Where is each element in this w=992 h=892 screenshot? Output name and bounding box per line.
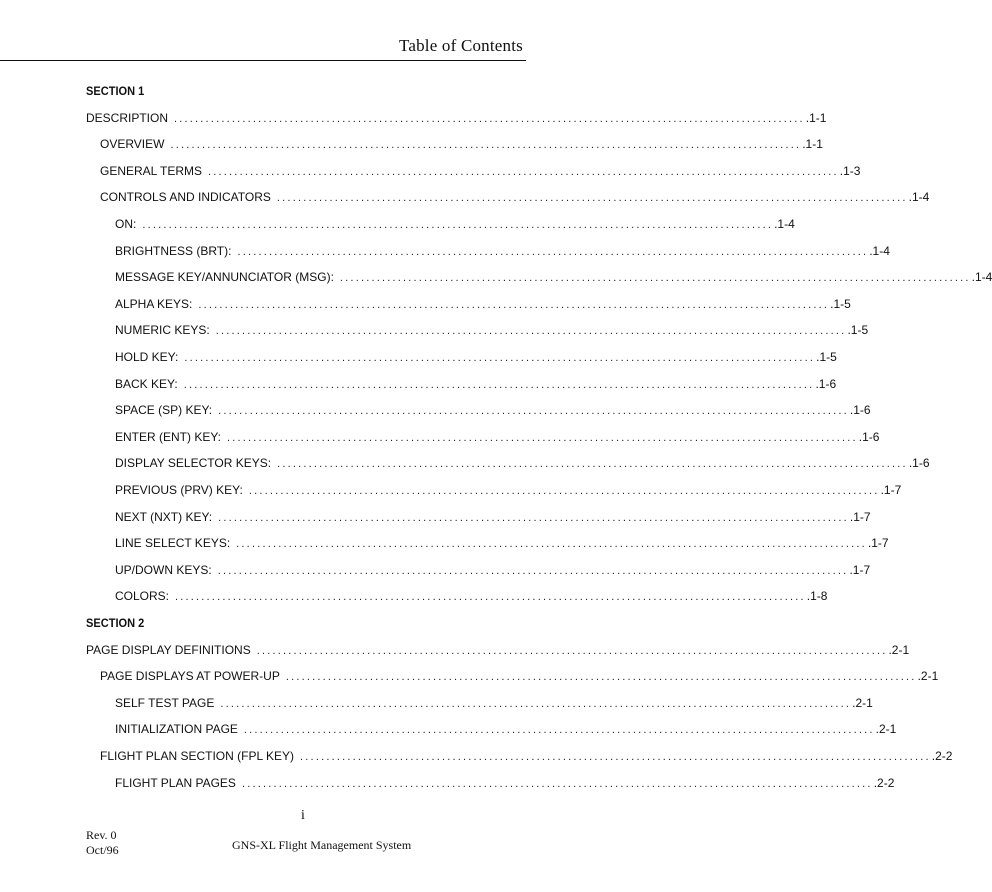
toc-entry[interactable] [86, 110, 827, 127]
toc-entry-page: .1-7 [867, 536, 889, 551]
toc-entry[interactable] [115, 562, 871, 579]
dot-leader: ........................................................................................................................ [170, 139, 802, 152]
toc-entry-label: OVERVIEW [100, 137, 165, 152]
toc-entry-page: .1-6 [908, 456, 930, 471]
footer-manual-title: GNS-XL Flight Management System [232, 838, 412, 852]
toc-entry[interactable] [100, 749, 953, 765]
toc-entry-label: BACK KEY: [115, 376, 178, 391]
dot-leader: ........................................................................................................................ [248, 485, 880, 497]
dot-leader: ........................................................................................................................ [218, 405, 849, 418]
toc-entry[interactable] [115, 429, 880, 446]
footer-page-number: i [301, 808, 305, 823]
toc-entry[interactable] [115, 775, 895, 792]
dot-leader: ........................................................................................................................ [184, 352, 816, 364]
toc-entry-label: UP/DOWN KEYS: [115, 562, 212, 577]
footer-revision [86, 828, 119, 858]
dot-leader: ........................................................................................................................ [243, 724, 875, 737]
toc-entry-page: .2-2 [873, 775, 895, 790]
dot-leader: ........................................................................................................................ [256, 644, 888, 657]
toc-entry[interactable] [115, 350, 837, 366]
toc-entry[interactable] [115, 243, 890, 260]
toc-entry-label: FLIGHT PLAN SECTION (FPL KEY) [100, 749, 295, 763]
toc-entry[interactable] [115, 589, 828, 605]
revision-label: Rev. 0 [86, 828, 117, 842]
header-rule [0, 60, 526, 61]
toc-entry-label: PAGE DISPLAYS AT POWER-UP [100, 669, 280, 684]
toc-entry-label: ON: [115, 217, 137, 231]
toc-entry-page: .1-3 [839, 163, 861, 178]
toc-entry-page: .1-4 [908, 190, 930, 205]
toc-entry[interactable] [100, 163, 861, 180]
toc-entry-label: DISPLAY SELECTOR KEYS: [115, 456, 272, 471]
toc-entry-page: .2-1 [852, 695, 873, 710]
toc-entry-page: .1-6 [815, 376, 837, 391]
toc-entry-label: SPACE (SP) KEY: [115, 403, 213, 418]
toc-entry-page: .2-1 [888, 642, 910, 657]
toc-entry-page: .2-2 [931, 749, 953, 763]
toc-entry-label: COLORS: [115, 589, 170, 604]
dot-leader: ........................................................................................................................ [198, 298, 830, 311]
toc-entry[interactable] [115, 722, 897, 738]
toc-entry[interactable] [115, 456, 930, 472]
toc-entry-page: .1-6 [858, 429, 880, 444]
toc-entry[interactable] [100, 137, 823, 153]
toc-entry[interactable] [115, 509, 871, 526]
toc-entry[interactable] [115, 536, 889, 552]
revision-date: Oct/96 [86, 843, 119, 857]
header-title: Table of Contents [398, 36, 523, 55]
toc-entry-label: ALPHA KEYS: [115, 296, 193, 311]
dot-leader: ........................................................................................................................ [241, 777, 873, 790]
dot-leader: ........................................................................................................................ [218, 511, 849, 524]
dot-leader: ........................................................................................................................ [300, 751, 931, 763]
toc-entry-page: .1-6 [849, 403, 871, 418]
toc-entry-page: .1-8 [806, 589, 828, 604]
dot-leader: ........................................................................................................................ [208, 165, 839, 178]
toc-entry-label: GENERAL TERMS [100, 163, 203, 178]
toc-entry-page: .2-1 [875, 722, 897, 737]
toc-entry[interactable] [115, 270, 992, 286]
dot-leader: ........................................................................................................................ [174, 112, 805, 125]
toc-entry-label: HOLD KEY: [115, 350, 179, 364]
toc-entry-label: MESSAGE KEY/ANNUNCIATOR (MSG): [115, 270, 334, 285]
dot-leader: ........................................................................................................................ [276, 192, 908, 205]
toc-entry[interactable] [115, 403, 871, 419]
dot-leader: ........................................................................................................................ [220, 697, 852, 710]
toc-entry[interactable] [115, 217, 795, 233]
toc-entry-page: .1-7 [849, 562, 871, 577]
toc-entry-label: PREVIOUS (PRV) KEY: [115, 483, 243, 497]
toc-entry[interactable] [115, 483, 902, 499]
toc-entry-page: .1-5 [847, 323, 869, 338]
dot-leader: ........................................................................................................................ [217, 564, 849, 577]
dot-leader: ........................................................................................................................ [227, 431, 858, 444]
toc-entry-label: LINE SELECT KEYS: [115, 536, 231, 551]
toc-entry-label: ENTER (ENT) KEY: [115, 429, 222, 444]
toc-entry-page: .2-1 [917, 669, 939, 684]
toc-entry-label: NUMERIC KEYS: [115, 323, 210, 338]
dot-leader: ........................................................................................................................ [339, 272, 971, 285]
section-heading: SECTION 2 [86, 616, 145, 630]
dot-leader: ........................................................................................................................ [236, 538, 867, 551]
toc-entry-page: .1-1 [805, 110, 827, 125]
toc-entry-label: INITIALIZATION PAGE [115, 722, 238, 737]
toc-entry-label: NEXT (NXT) KEY: [115, 509, 213, 524]
toc-entry-label: DESCRIPTION [86, 110, 169, 125]
toc-entry[interactable] [86, 642, 910, 659]
toc-entry-page: .1-7 [849, 509, 871, 524]
toc-entry[interactable] [115, 323, 869, 339]
toc-entry-page: .1-7 [880, 483, 902, 497]
toc-entry-label: SELF TEST PAGE [115, 695, 215, 710]
toc-entry[interactable] [115, 695, 873, 712]
dot-leader: ........................................................................................................................ [183, 378, 815, 391]
toc-entry-label: BRIGHTNESS (BRT): [115, 243, 232, 258]
dot-leader: ........................................................................................................................ [215, 325, 847, 338]
dot-leader: ........................................................................................................................ [285, 671, 917, 684]
dot-leader: ........................................................................................................................ [237, 245, 869, 258]
toc-entry-page: .1-4 [869, 243, 890, 258]
toc-entry[interactable] [115, 376, 837, 393]
toc-entry-label: FLIGHT PLAN PAGES [115, 775, 236, 790]
toc-entry-page: .1-4 [971, 270, 992, 285]
toc-entry[interactable] [100, 190, 930, 206]
section-heading: SECTION 1 [86, 84, 145, 98]
dot-leader: ........................................................................................................................ [277, 458, 908, 471]
toc-entry-label: PAGE DISPLAY DEFINITIONS [86, 642, 251, 657]
dot-leader: ........................................................................................................................ [142, 219, 774, 231]
toc-entry-page: .1-5 [830, 296, 851, 311]
dot-leader: ........................................................................................................................ [175, 591, 806, 604]
toc-entry-label: CONTROLS AND INDICATORS [100, 190, 271, 205]
toc-entry[interactable] [115, 296, 851, 313]
toc-entry-page: .1-5 [816, 350, 837, 364]
toc-entry-page: .1-1 [802, 137, 823, 152]
toc-entry-page: .1-4 [774, 217, 795, 231]
toc-entry[interactable] [100, 669, 939, 685]
